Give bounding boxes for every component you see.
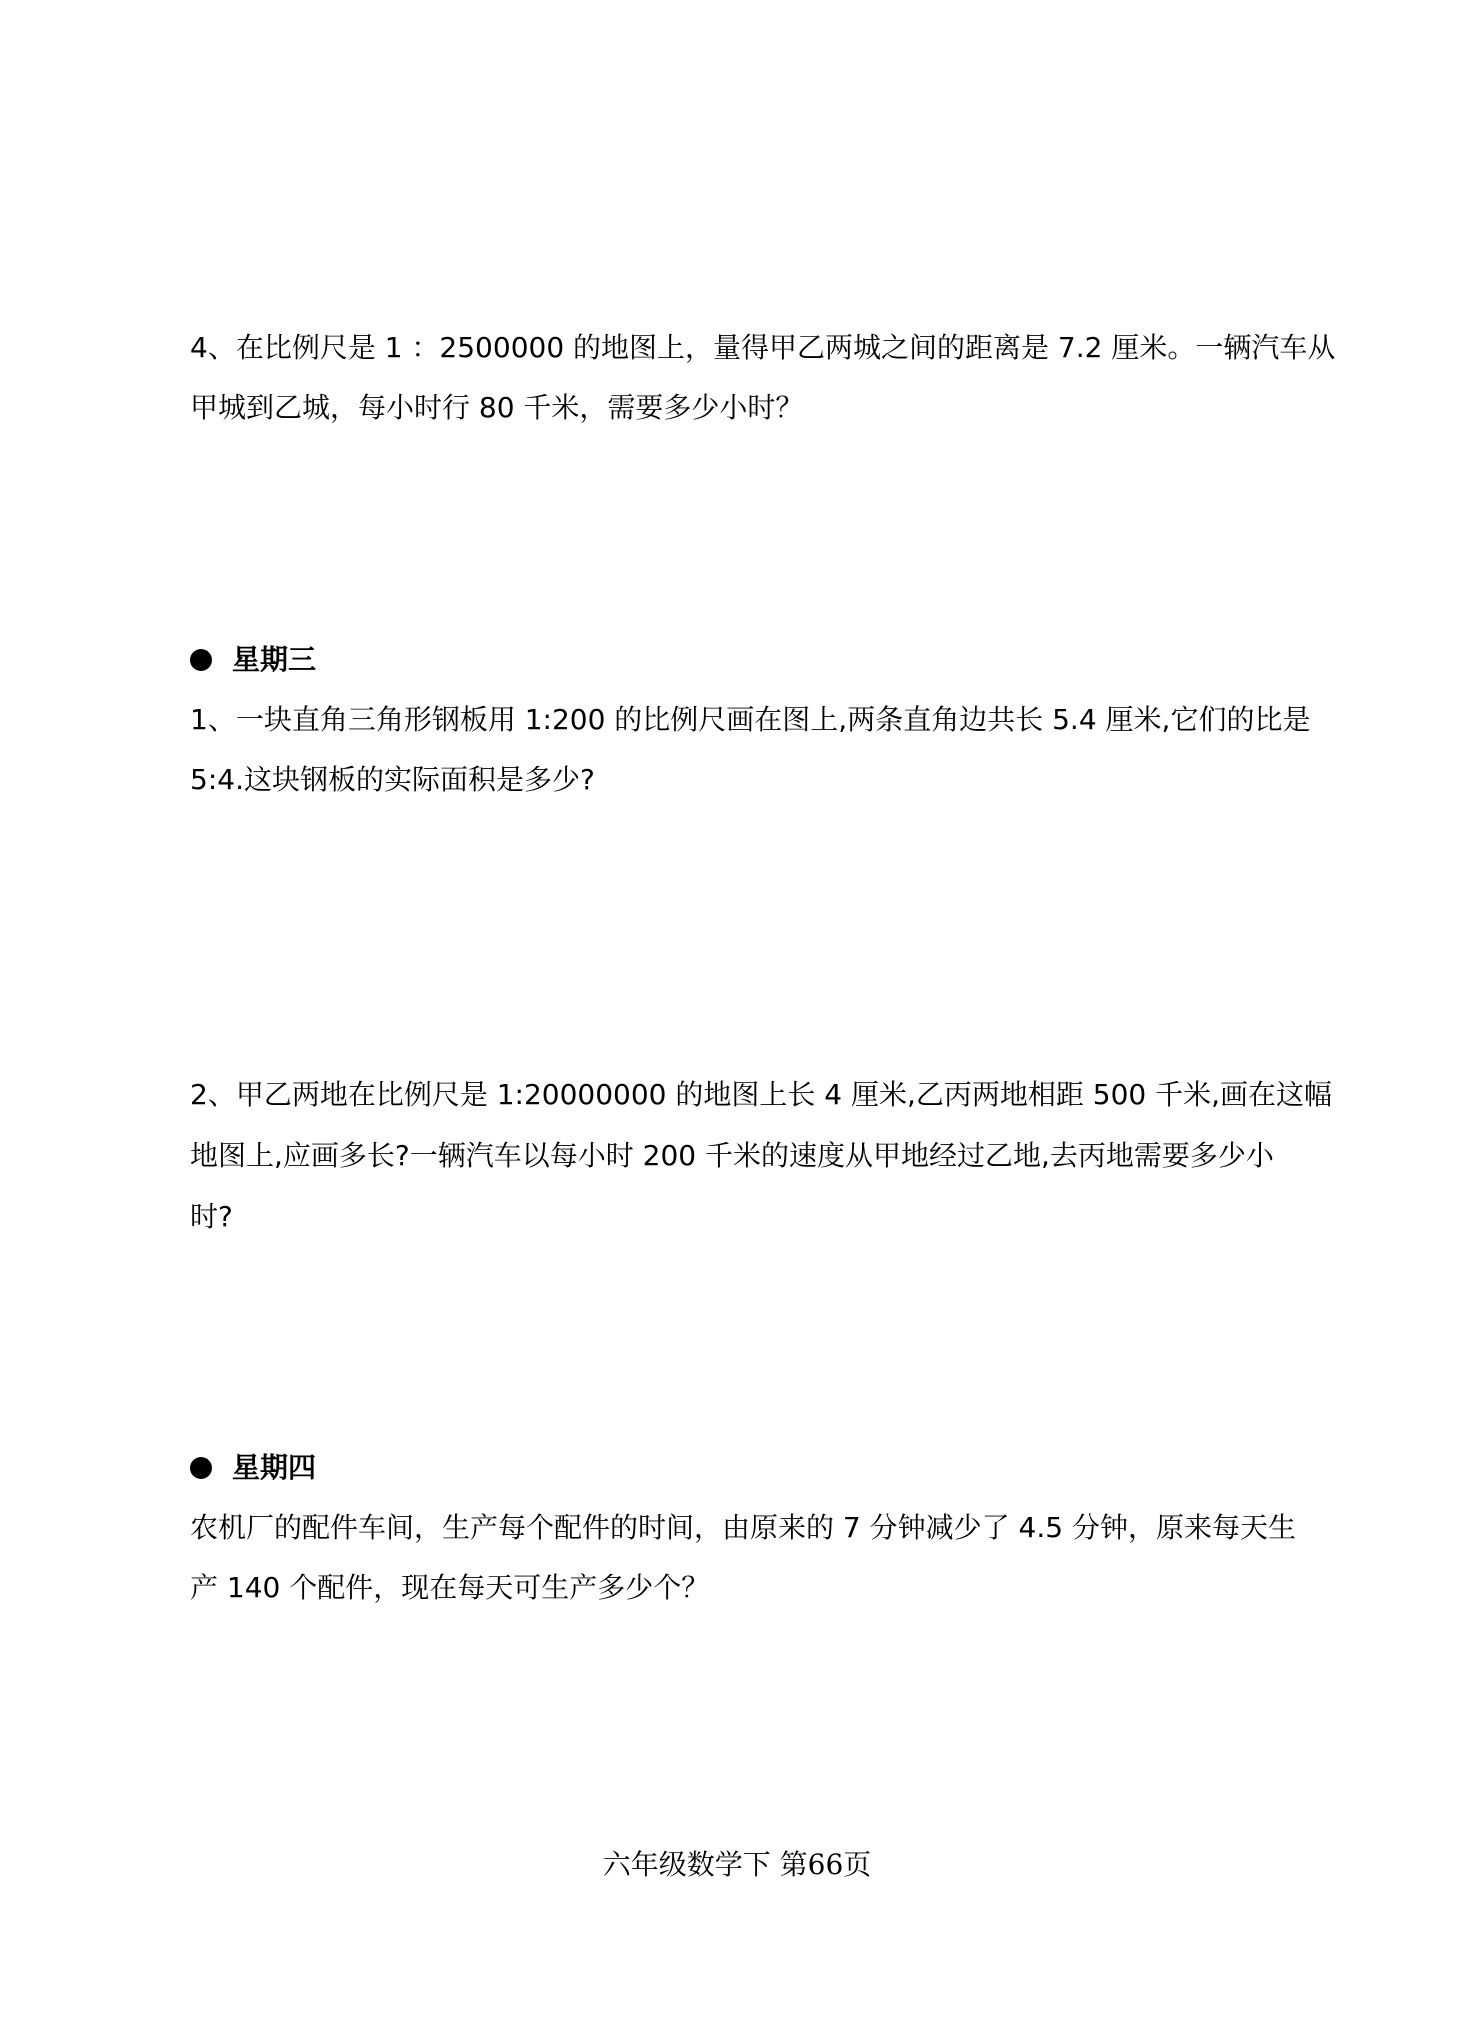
wednesday-q1-line-2: 5:4.这块钢板的实际面积是多少? — [190, 763, 595, 796]
thursday-q1-line-2: 产 140 个配件，现在每天可生产多少个？ — [190, 1571, 710, 1604]
wednesday-q2-line-2: 地图上,应画多长?一辆汽车以每小时 200 千米的速度从甲地经过乙地,去丙地需要多少小 — [190, 1139, 1274, 1172]
section-heading-thursday — [190, 1448, 316, 1488]
bullet-icon — [190, 649, 212, 671]
problem-4-line-2: 甲城到乙城，每小时行 80 千米，需要多少小时？ — [190, 391, 804, 424]
section-title: 星期四 — [232, 1451, 317, 1484]
wednesday-q2-line-1: 2、甲乙两地在比例尺是 1:20000000 的地图上长 4 厘米,乙丙两地相距 500 千米,画在这幅 — [190, 1078, 1333, 1111]
wednesday-q1-line-1: 1、一块直角三角形钢板用 1:200 的比例尺画在图上,两条直角边共长 5.4 厘米,它们的比是 — [190, 703, 1311, 736]
page-footer: 六年级数学下 第66页 — [602, 1848, 872, 1881]
thursday-q1-line-1: 农机厂的配件车间，生产每个配件的时间，由原来的 7 分钟减少了 4.5 分钟，原来每天生 — [190, 1511, 1296, 1544]
wednesday-q2-line-3: 时? — [190, 1200, 233, 1233]
problem-4-line-1: 4、在比例尺是 1 ：2500000 的地图上，量得甲乙两城之间的距离是 7.2 厘米。一辆汽车从 — [190, 331, 1336, 364]
section-title: 星期三 — [232, 643, 317, 676]
bullet-icon — [190, 1457, 212, 1479]
section-heading-wednesday — [190, 640, 316, 680]
